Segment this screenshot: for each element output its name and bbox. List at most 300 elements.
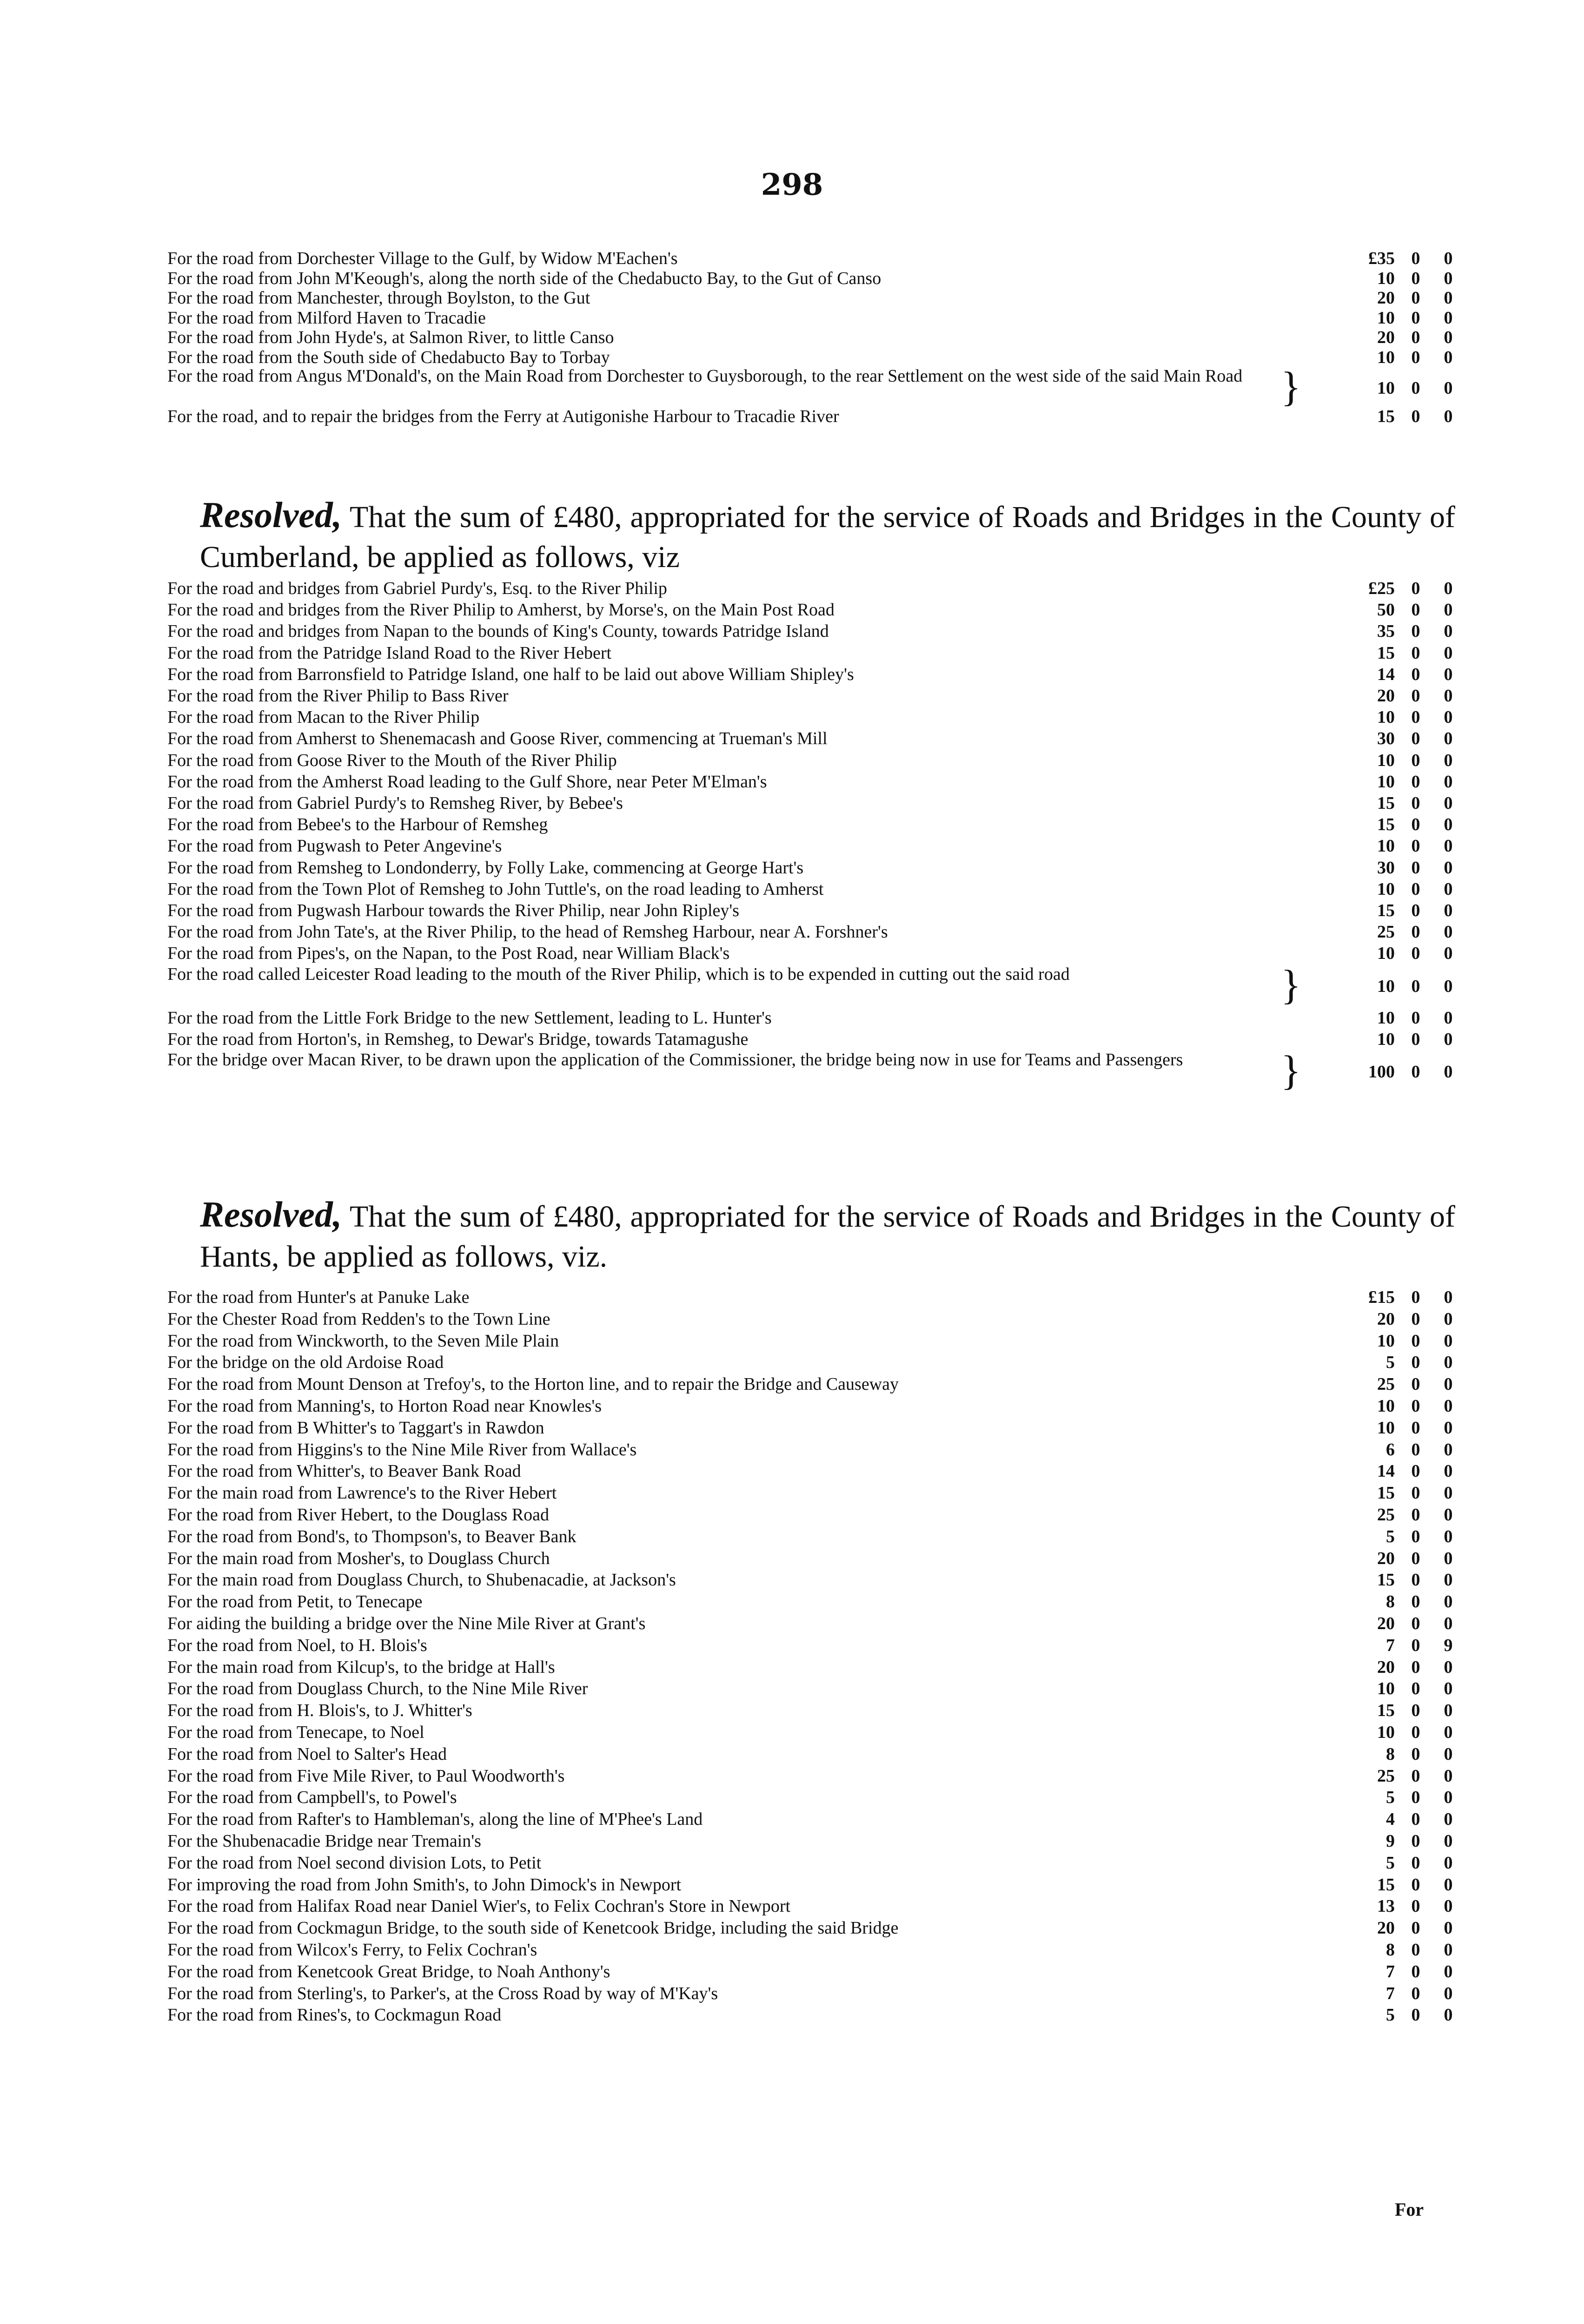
entry-description: For the road, and to repair the bridges from the Ferry at Autigonishe Harbour to Tracadie River [167,407,839,426]
entry-pounds: 10 [1377,976,1395,996]
entry-row [167,1307,1451,1331]
entry-description: For the main road from Mosher's, to Douglass Church [167,1548,550,1568]
entry-pounds: 10 [1377,347,1395,367]
entry-description: For the road from Wilcox's Ferry, to Felix Cochran's [167,1940,537,1960]
entry-pounds: 8 [1386,1592,1395,1612]
entry-description: For the bridge on the old Ardoise Road [167,1353,444,1373]
entry-row [167,1459,1451,1483]
entry-description: For the road from John M'Keough's, along the north side of the Chedabucto Bay, to the Gut of Canso [167,268,881,288]
entry-description: For the bridge over Macan River, to be drawn upon the application of the Commissioner, the bridge being now in use for Teams and Passengers [167,1050,1183,1070]
entry-pounds: 10 [1377,1331,1395,1351]
entry-row [167,1633,1451,1657]
entry-pence: 0 [1444,1961,1453,1981]
entry-pounds: 5 [1386,1353,1395,1373]
brace-mark: } [1281,962,1301,1008]
entry-pence: 0 [1444,1287,1453,1307]
entry-description: For the road and bridges from Napan to the bounds of King's County, towards Patridge Island [167,621,829,641]
entry-description: For the road from Kenetcook Great Bridge, to Noah Anthony's [167,1961,610,1981]
entry-pounds: 10 [1377,707,1395,727]
entry-description: For aiding the building a bridge over the Nine Mile River at Grant's [167,1614,646,1633]
entry-shillings: 0 [1411,707,1420,727]
entry-shillings: 0 [1411,1374,1420,1394]
entry-shillings: 0 [1411,793,1420,813]
entry-pence: 0 [1444,1548,1453,1568]
entry-row [167,1590,1451,1614]
entry-shillings: 0 [1411,686,1420,706]
entry-row [167,1807,1451,1831]
entry-pence: 0 [1444,579,1453,598]
resolution-lead: Resolved, [200,495,342,535]
entry-shillings: 0 [1411,288,1420,308]
entry-pence: 0 [1444,729,1453,749]
entry-pounds: 20 [1377,1918,1395,1938]
entry-pence: 0 [1444,976,1453,996]
entry-pounds: 25 [1377,1505,1395,1525]
entry-description: For the road from River Hebert, to the Douglass Road [167,1505,550,1525]
entry-pounds: 15 [1377,793,1395,813]
entry-shillings: 0 [1411,1853,1420,1873]
entry-description: For the road from Winckworth, to the Seven Mile Plain [167,1331,559,1351]
entry-pence: 0 [1444,1701,1453,1721]
entry-row [167,1720,1451,1744]
entry-description: For the road from Douglass Church, to the Nine Mile River [167,1679,588,1699]
entry-description: For the road from Manchester, through Boylston, to the Gut [167,288,590,308]
entry-pence: 0 [1444,1809,1453,1829]
entry-pence: 0 [1444,1723,1453,1742]
entry-pence: 0 [1444,1439,1453,1459]
entry-row [167,662,1451,687]
entry-pence: 0 [1444,643,1453,663]
entry-shillings: 0 [1411,922,1420,942]
entry-pence: 0 [1444,858,1453,878]
entry-row [167,834,1451,858]
entry-pounds: 15 [1377,1570,1395,1590]
entry-shillings: 0 [1411,347,1420,367]
entry-description: For the road from Dorchester Village to the Gulf, by Widow M'Eachen's [167,249,678,268]
entry-pounds: 5 [1386,1853,1395,1873]
entry-pounds: 20 [1377,1309,1395,1329]
entry-description: For the road from Petit, to Tenecape [167,1592,423,1612]
entry-shillings: 0 [1411,1287,1420,1307]
entry-shillings: 0 [1411,1526,1420,1546]
entry-description: For the road from the Amherst Road leading to the Gulf Shore, near Peter M'Elman's [167,772,767,792]
entry-pence: 0 [1444,378,1453,398]
entry-pence: 0 [1444,879,1453,899]
entry-description: For the main road from Douglass Church, to Shubenacadie, at Jackson's [167,1570,676,1590]
entry-shillings: 0 [1411,1657,1420,1677]
entry-description: For the road from Bond's, to Thompson's, to Beaver Bank [167,1526,577,1546]
entry-pounds: 20 [1377,686,1395,706]
entry-pence: 0 [1444,1483,1453,1503]
entry-shillings: 0 [1411,1396,1420,1416]
entry-row [167,877,1451,901]
entry-pence: 0 [1444,1766,1453,1786]
entry-pounds: 15 [1377,815,1395,835]
entry-description: For the road called Leicester Road leading to the mouth of the River Philip, which is to be expended in cutting out the said road [167,964,1070,984]
entry-pence: 0 [1444,815,1453,835]
resolution-lead: Resolved, [200,1194,342,1235]
entry-row [167,1525,1451,1549]
entry-description: For the road from Remsheg to Londonderry, by Folly Lake, commencing at George Hart's [167,858,804,878]
entry-row [167,941,1451,965]
entry-shillings: 0 [1411,1809,1420,1829]
entry-description: For the road from Tenecape, to Noel [167,1723,424,1742]
entry-row [167,1394,1451,1418]
entry-shillings: 0 [1411,1614,1420,1633]
entry-pence: 0 [1444,1831,1453,1851]
entry-row [167,1785,1451,1809]
entry-pence: 0 [1444,600,1453,620]
entry-pounds: 25 [1377,922,1395,942]
entry-shillings: 0 [1411,2005,1420,2025]
entry-row [167,1829,1451,1853]
entry-pence: 0 [1444,836,1453,856]
entry-pounds: 20 [1377,1614,1395,1633]
entry-row [167,920,1451,944]
entry-pence: 0 [1444,1418,1453,1438]
entry-shillings: 0 [1411,1875,1420,1895]
entry-shillings: 0 [1411,1461,1420,1481]
entry-shillings: 0 [1411,1635,1420,1655]
brace-mark: } [1281,1048,1301,1094]
entry-row [167,898,1451,923]
entry-row [167,641,1451,665]
entry-pounds: 20 [1377,288,1395,308]
entry-shillings: 0 [1411,1570,1420,1590]
entry-pounds: £25 [1368,579,1395,598]
entry-description: For the road from Gabriel Purdy's to Remsheg River, by Bebee's [167,793,623,813]
entry-shillings: 0 [1411,750,1420,770]
entry-row [167,1677,1451,1701]
entry-row [167,1049,1451,1095]
entry-pence: 0 [1444,664,1453,684]
brace-mark: } [1281,364,1301,410]
entry-pounds: 8 [1386,1940,1395,1960]
entry-pounds: 10 [1377,378,1395,398]
entry-pounds: 7 [1386,1635,1395,1655]
entry-pence: 0 [1444,1008,1453,1028]
entry-pence: 0 [1444,621,1453,641]
entry-pounds: 10 [1377,1030,1395,1050]
entry-pounds: 6 [1386,1439,1395,1459]
resolution-text: That the sum of £480, appropriated for the service of Roads and Bridges in the County of Cumberland, be applied as follows, viz [200,500,1456,574]
entry-pounds: 7 [1386,1983,1395,2003]
entry-pence: 0 [1444,1940,1453,1960]
entry-pounds: 25 [1377,1766,1395,1786]
entry-pence: 0 [1444,1918,1453,1938]
entry-shillings: 0 [1411,249,1420,268]
entry-row [167,1698,1451,1723]
entry-shillings: 0 [1411,815,1420,835]
entry-description: For the road from the River Philip to Bass River [167,686,509,706]
entry-pence: 0 [1444,922,1453,942]
entry-pounds: 15 [1377,1875,1395,1895]
entry-shillings: 0 [1411,643,1420,663]
entry-shillings: 0 [1411,1940,1420,1960]
entry-row [167,404,1451,429]
entry-description: For the road from the Town Plot of Remsheg to John Tuttle's, on the road leading to Amherst [167,879,824,899]
catchword: For [1395,2199,1424,2220]
entry-row [167,748,1451,772]
entry-pence: 0 [1444,1374,1453,1394]
entry-pounds: 7 [1386,1961,1395,1981]
entry-pence: 0 [1444,1657,1453,1677]
entry-pence: 0 [1444,1505,1453,1525]
entry-shillings: 0 [1411,1062,1420,1082]
entry-description: For the road from H. Blois's, to J. Whitter's [167,1701,472,1721]
entry-shillings: 0 [1411,1309,1420,1329]
entry-shillings: 0 [1411,1961,1420,1981]
entry-row [167,1916,1451,1940]
entry-description: For the road from Rines's, to Cockmagun Road [167,2005,502,2025]
resolution-heading [200,1195,1455,1277]
entry-pence: 0 [1444,1983,1453,2003]
entry-description: For the road and bridges from Gabriel Purdy's, Esq. to the River Philip [167,579,667,598]
entry-description: For the main road from Kilcup's, to the bridge at Hall's [167,1657,555,1677]
entry-shillings: 0 [1411,1548,1420,1568]
entry-pounds: 10 [1377,268,1395,288]
entry-shillings: 0 [1411,944,1420,964]
entry-shillings: 0 [1411,1701,1420,1721]
entry-description: For the road from the Patridge Island Road to the River Hebert [167,643,612,663]
entry-pounds: 10 [1377,836,1395,856]
entry-row [167,1329,1451,1353]
entry-pence: 0 [1444,1030,1453,1050]
entry-description: For the road and bridges from the River Philip to Amherst, by Morse's, on the Main Post Road [167,600,835,620]
entry-description: For the road from Barronsfield to Patridge Island, one half to be laid out above William Shipley's [167,664,854,684]
entry-shillings: 0 [1411,1418,1420,1438]
entry-description: For the road from Manning's, to Horton Road near Knowles's [167,1396,602,1416]
entry-row [167,1938,1451,1962]
entry-pounds: 10 [1377,1723,1395,1742]
entry-row [167,1350,1451,1374]
entry-row [167,1851,1451,1875]
entry-shillings: 0 [1411,268,1420,288]
entry-shillings: 0 [1411,729,1420,749]
entry-pounds: 14 [1377,1461,1395,1481]
entry-pounds: 10 [1377,1679,1395,1699]
entry-pounds: 10 [1377,879,1395,899]
entry-shillings: 0 [1411,1766,1420,1786]
entry-pence: 0 [1444,1461,1453,1481]
entry-shillings: 0 [1411,1744,1420,1764]
entry-pence: 0 [1444,1679,1453,1699]
entry-pence: 0 [1444,1614,1453,1633]
entry-description: For the main road from Lawrence's to the River Hebert [167,1483,557,1503]
entry-pence: 0 [1444,901,1453,920]
entry-description: For the road from Cockmagun Bridge, to the south side of Kenetcook Bridge, including the said Bridge [167,1918,899,1938]
entry-row [167,705,1451,729]
entry-description: For the road from Pugwash Harbour towards the River Philip, near John Ripley's [167,901,740,920]
entry-shillings: 0 [1411,858,1420,878]
entry-shillings: 0 [1411,600,1420,620]
entry-pounds: £35 [1368,249,1395,268]
entry-pounds: 10 [1377,1396,1395,1416]
entry-pounds: 30 [1377,729,1395,749]
entry-description: For the road from Sterling's, to Parker's, at the Cross Road by way of M'Kay's [167,1983,718,2003]
entry-description: For the road from Hunter's at Panuke Lake [167,1287,470,1307]
entry-pence: 0 [1444,1309,1453,1329]
entry-description: For the road from Pipes's, on the Napan, to the Post Road, near William Black's [167,944,730,964]
entry-pence: 0 [1444,268,1453,288]
entry-shillings: 0 [1411,879,1420,899]
entry-pounds: 15 [1377,643,1395,663]
entry-pounds: 4 [1386,1809,1395,1829]
entry-pounds: 20 [1377,1657,1395,1677]
entry-row [167,1568,1451,1592]
entry-shillings: 0 [1411,772,1420,792]
entry-row [167,598,1451,622]
entry-description: For the road from Rafter's to Hambleman's, along the line of M'Phee's Land [167,1809,703,1829]
entry-description: For the road from B Whitter's to Taggart's in Rawdon [167,1418,544,1438]
entry-shillings: 0 [1411,1918,1420,1938]
entry-pence: 0 [1444,793,1453,813]
entry-shillings: 0 [1411,664,1420,684]
entry-pence: 0 [1444,1396,1453,1416]
entry-row [167,1546,1451,1571]
entry-description: For the road from Horton's, in Remsheg, to Dewar's Bridge, towards Tatamagushe [167,1030,749,1050]
entry-description: For the road from Noel second division Lots, to Petit [167,1853,542,1873]
entry-row [167,1006,1451,1030]
entry-pence: 0 [1444,328,1453,347]
entry-pence: 0 [1444,944,1453,964]
entry-shillings: 0 [1411,1483,1420,1503]
entry-shillings: 0 [1411,579,1420,598]
entry-shillings: 0 [1411,1679,1420,1699]
entry-row [167,1742,1451,1766]
entry-pounds: 13 [1377,1896,1395,1916]
entry-row [167,1960,1451,1984]
entry-description: For the road from Halifax Road near Daniel Wier's, to Felix Cochran's Store in Newport [167,1896,791,1916]
entry-shillings: 0 [1411,1896,1420,1916]
entry-row [167,1285,1451,1309]
entry-pounds: 25 [1377,1374,1395,1394]
resolution-heading [200,495,1455,577]
entry-shillings: 0 [1411,1831,1420,1851]
entry-description: For the road from Whitter's, to Beaver Bank Road [167,1461,521,1481]
entry-pounds: 15 [1377,901,1395,920]
entry-description: For the road from John Tate's, at the River Philip, to the head of Remsheg Harbour, near A. Forshner's [167,922,888,942]
page-number: 298 [761,167,823,202]
entry-pence: 0 [1444,308,1453,328]
entry-description: For the road from Bebee's to the Harbour of Remsheg [167,815,548,835]
entry-pounds: 8 [1386,1744,1395,1764]
entry-shillings: 0 [1411,1723,1420,1742]
entry-description: For the road from John Hyde's, at Salmon River, to little Canso [167,328,614,347]
entry-pounds: 9 [1386,1831,1395,1851]
entry-pence: 0 [1444,288,1453,308]
entry-pence: 0 [1444,1353,1453,1373]
entry-row [167,1894,1451,1918]
entry-shillings: 0 [1411,308,1420,328]
entry-description: For the Chester Road from Redden's to the Town Line [167,1309,550,1329]
entry-shillings: 0 [1411,1353,1420,1373]
entry-row [167,812,1451,837]
entry-row [167,856,1451,880]
entry-description: For the Shubenacadie Bridge near Tremain's [167,1831,481,1851]
entry-shillings: 0 [1411,976,1420,996]
entry-pounds: 50 [1377,600,1395,620]
entry-pence: 0 [1444,1570,1453,1590]
entry-row [167,1611,1451,1636]
entry-row [167,1027,1451,1051]
entry-row [167,1372,1451,1396]
entry-shillings: 0 [1411,1439,1420,1459]
entry-pounds: 35 [1377,621,1395,641]
entry-row [167,1764,1451,1788]
entry-row [167,684,1451,708]
entry-shillings: 0 [1411,1030,1420,1050]
entry-row [167,1655,1451,1679]
entry-description: For the road from Mount Denson at Trefoy's, to the Horton line, and to repair the Bridge and Causeway [167,1374,899,1394]
entry-row [167,619,1451,643]
entry-shillings: 0 [1411,901,1420,920]
entry-pence: 0 [1444,1875,1453,1895]
entry-pounds: 15 [1377,407,1395,426]
entry-shillings: 0 [1411,836,1420,856]
entry-row [167,576,1451,601]
entry-row [167,726,1451,751]
entry-pence: 0 [1444,2005,1453,2025]
entry-row [167,2003,1451,2027]
entry-pence: 0 [1444,1526,1453,1546]
entry-description: For the road from Pugwash to Peter Angevine's [167,836,502,856]
resolution-text: That the sum of £480, appropriated for the service of Roads and Bridges in the County of Hants, be applied as follows, viz. [200,1200,1456,1274]
entry-description: For improving the road from John Smith's, to John Dimock's in Newport [167,1875,682,1895]
entry-pounds: 10 [1377,750,1395,770]
entry-pence: 0 [1444,1592,1453,1612]
entry-pounds: 30 [1377,858,1395,878]
entry-pounds: 10 [1377,1008,1395,1028]
entry-shillings: 0 [1411,328,1420,347]
entry-shillings: 0 [1411,621,1420,641]
entry-row [167,1481,1451,1505]
entry-description: For the road from Goose River to the Mouth of the River Philip [167,750,617,770]
entry-pounds: 10 [1377,308,1395,328]
entry-pounds: 14 [1377,664,1395,684]
entry-row [167,791,1451,815]
entry-pence: 0 [1444,1331,1453,1351]
entry-shillings: 0 [1411,1983,1420,2003]
entry-pounds: 5 [1386,1788,1395,1808]
entry-pounds: 10 [1377,944,1395,964]
entry-pounds: 15 [1377,1483,1395,1503]
entry-pounds: 100 [1368,1062,1395,1082]
entry-shillings: 0 [1411,407,1420,426]
entry-pence: 0 [1444,1896,1453,1916]
entry-description: For the road from Higgins's to the Nine Mile River from Wallace's [167,1439,637,1459]
entry-shillings: 0 [1411,1331,1420,1351]
entry-shillings: 0 [1411,1505,1420,1525]
entry-row [167,770,1451,794]
entry-pounds: 20 [1377,1548,1395,1568]
entry-description: For the road from Noel to Salter's Head [167,1744,447,1764]
entry-pounds: 15 [1377,1701,1395,1721]
entry-row [167,1981,1451,2006]
entry-pounds: 5 [1386,1526,1395,1546]
entry-shillings: 0 [1411,1788,1420,1808]
entry-row [167,1873,1451,1897]
entry-row [167,1416,1451,1440]
entry-pence: 0 [1444,1853,1453,1873]
entry-description: For the road from Macan to the River Philip [167,707,480,727]
entry-pence: 9 [1444,1635,1453,1655]
entry-shillings: 0 [1411,1008,1420,1028]
entry-pence: 0 [1444,1788,1453,1808]
entry-pence: 0 [1444,686,1453,706]
entry-row [167,1438,1451,1462]
entry-description: For the road from Campbell's, to Powel's [167,1788,457,1808]
